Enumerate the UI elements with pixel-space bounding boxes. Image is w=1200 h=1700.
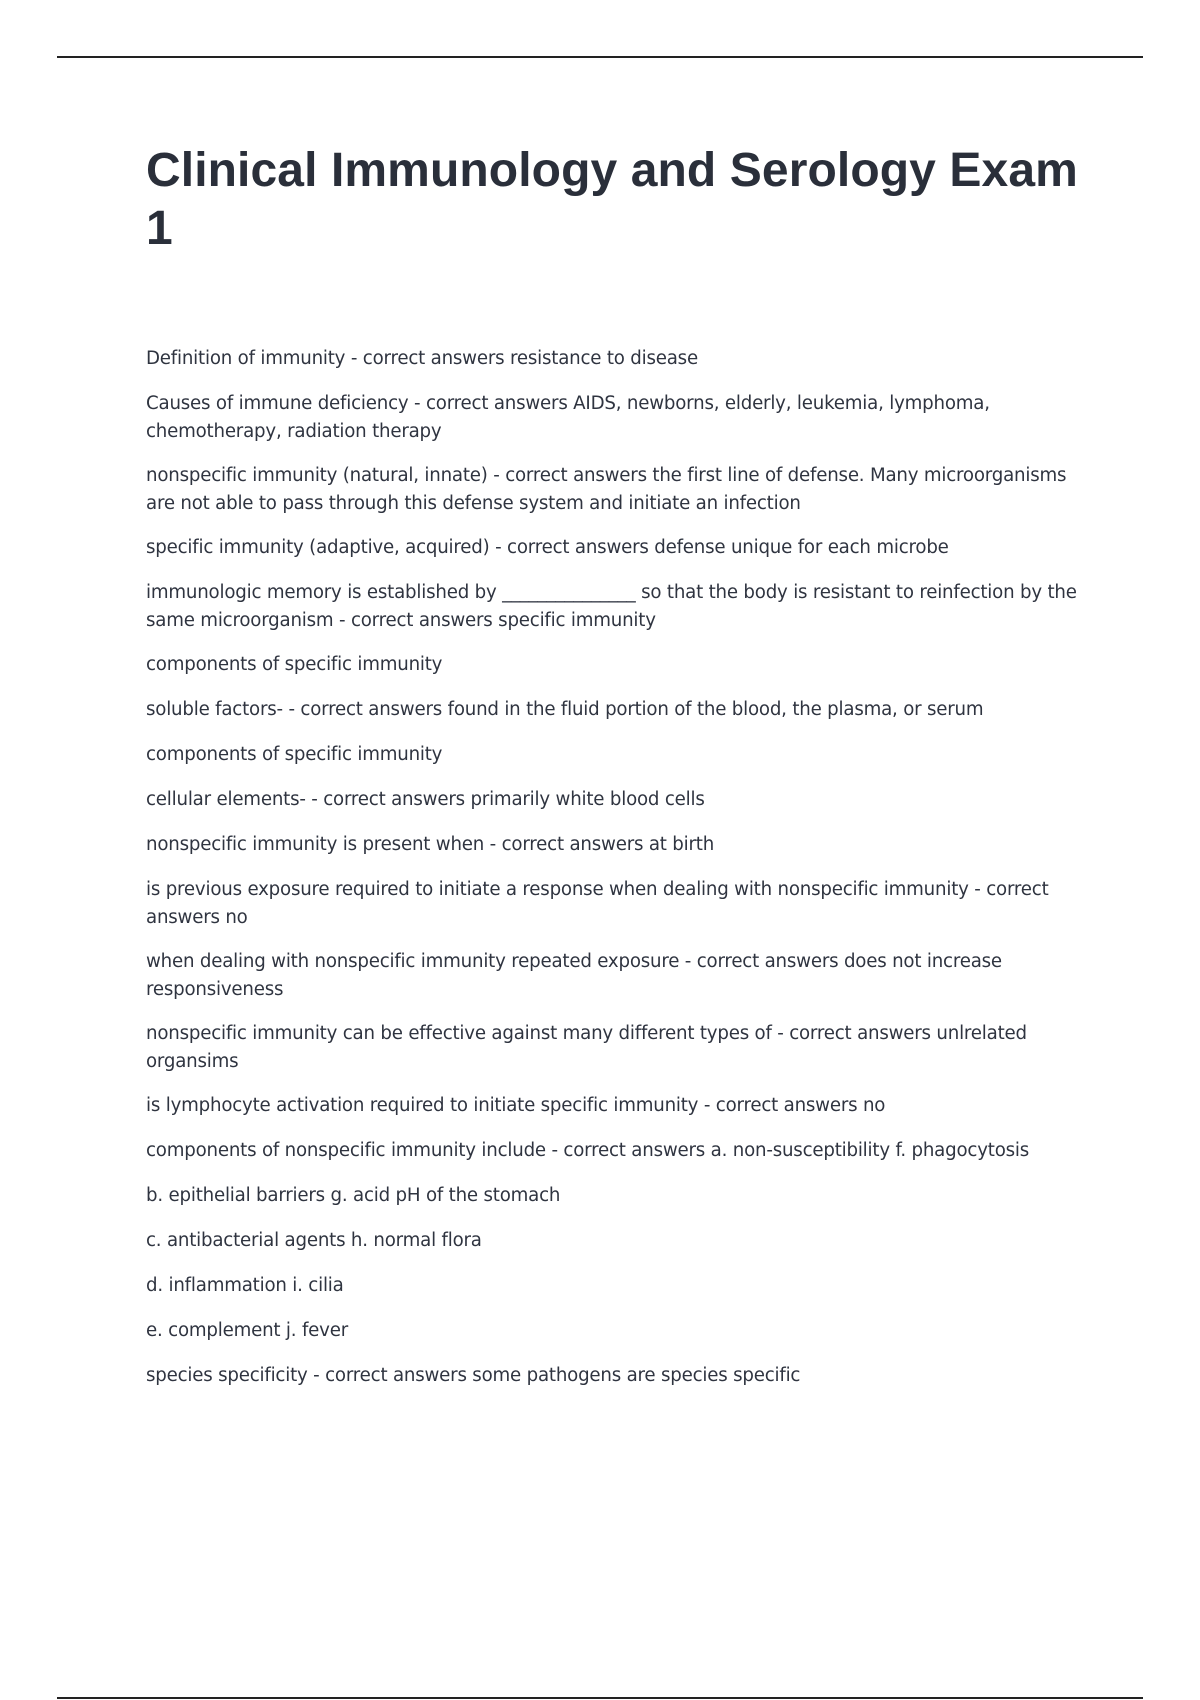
- qa-entry: Causes of immune deficiency - correct answers AIDS, newborns, elderly, leukemia, lymphoma, chemotherapy, radiation therapy: [146, 393, 990, 442]
- qa-entry: immunologic memory is established by _______________ so that the body is resistant to reinfection by the same microorganism - correct answers specific immunity: [146, 582, 1077, 631]
- qa-entry: is lymphocyte activation required to initiate specific immunity - correct answers no: [146, 1095, 886, 1116]
- qa-entry: species specificity - correct answers some pathogens are species specific: [146, 1365, 801, 1386]
- qa-entry: Definition of immunity - correct answers resistance to disease: [146, 348, 698, 369]
- qa-entry: d. inflammation i. cilia: [146, 1275, 344, 1296]
- qa-entry: nonspecific immunity is present when - correct answers at birth: [146, 834, 715, 855]
- qa-entry: cellular elements- - correct answers primarily white blood cells: [146, 789, 705, 810]
- qa-entry: is previous exposure required to initiate a response when dealing with nonspecific immunity - correct answers no: [146, 879, 1049, 928]
- qa-entry: e. complement j. fever: [146, 1320, 348, 1341]
- qa-entry: components of specific immunity: [146, 744, 443, 765]
- qa-entry: specific immunity (adaptive, acquired) - correct answers defense unique for each microbe: [146, 537, 949, 558]
- qa-entry: components of nonspecific immunity include - correct answers a. non-susceptibility f. phagocytosis: [146, 1140, 1030, 1161]
- qa-entry: soluble factors- - correct answers found in the fluid portion of the blood, the plasma, or serum: [146, 699, 984, 720]
- qa-entry: b. epithelial barriers g. acid pH of the stomach: [146, 1185, 561, 1206]
- top-divider: [57, 56, 1143, 58]
- bottom-divider: [57, 1697, 1143, 1699]
- qa-entry: c. antibacterial agents h. normal flora: [146, 1230, 482, 1251]
- document-title: Clinical Immunology and Serology Exam 1: [146, 144, 1078, 255]
- document-body: [146, 345, 1088, 1407]
- qa-entry: nonspecific immunity can be effective against many different types of - correct answers unlrelated organsims: [146, 1023, 1027, 1072]
- qa-entry: when dealing with nonspecific immunity repeated exposure - correct answers does not increase responsiveness: [146, 951, 1002, 1000]
- qa-entry: components of specific immunity: [146, 654, 443, 675]
- qa-entry: nonspecific immunity (natural, innate) - correct answers the first line of defense. Many microorganisms are not able to pass through this defense system and initiate an infection: [146, 465, 1067, 514]
